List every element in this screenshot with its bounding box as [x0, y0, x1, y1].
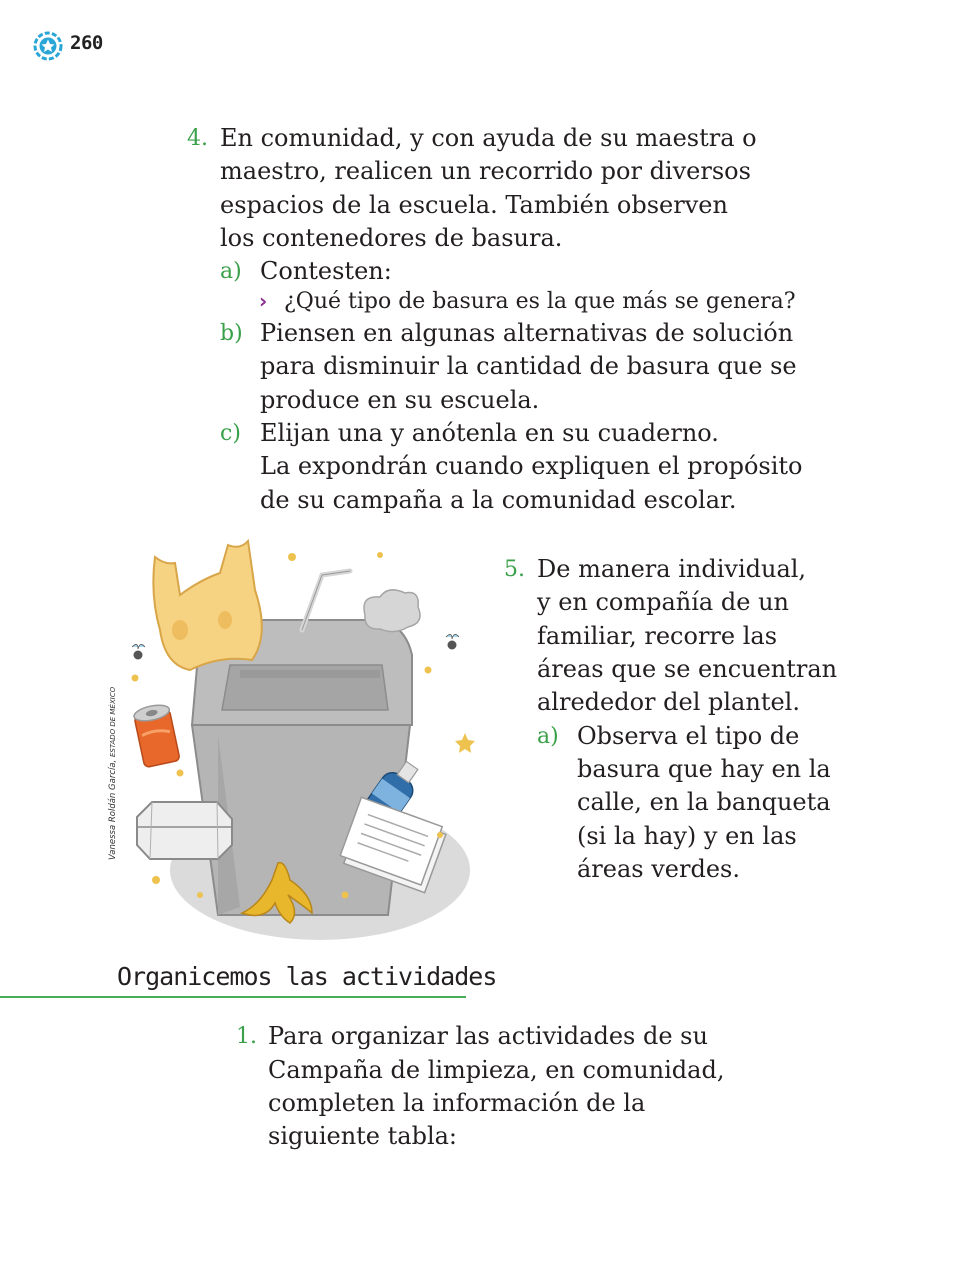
credit-name: Vanessa Roldán García, — [108, 759, 118, 860]
activity-5-item-a-text: calle, en la banqueta — [577, 788, 831, 816]
trash-bin-illustration — [120, 535, 500, 945]
activity-5-item-a-text: basura que hay en la — [577, 755, 831, 783]
activity-4-text-line: En comunidad, y con ayuda de su maestra o — [220, 124, 757, 152]
activity-4-item-c-text: La expondrán cuando expliquen el propósito — [260, 452, 803, 480]
activity-5-item-a-text: Observa el tipo de — [577, 722, 800, 750]
activity-4-text-line: maestro, realicen un recorrido por diversos — [220, 157, 751, 185]
chevron-bullet-icon: › — [259, 289, 268, 313]
credit-source: ESTADO DE MÉXICO — [109, 686, 117, 758]
page-badge-icon — [33, 31, 63, 61]
illustration-credit — [108, 660, 118, 860]
activity-5-item-a-letter: a) — [537, 724, 559, 749]
activity-5-text-line: De manera individual, — [537, 555, 807, 583]
activity-4-item-c-text: Elijan una y anótenla en su cuaderno. — [260, 419, 719, 447]
activity-4-text-line: espacios de la escuela. También observen — [220, 191, 728, 219]
section-divider — [0, 996, 466, 998]
activity-4-item-c-letter: c) — [220, 421, 241, 446]
activity-1-text-line: Para organizar las actividades de su — [268, 1022, 708, 1050]
activity-5-number: 5. — [504, 557, 525, 582]
activity-4-text-line: los contenedores de basura. — [220, 224, 563, 252]
activity-1-text-line: siguiente tabla: — [268, 1122, 458, 1150]
activity-4-item-b-text: para disminuir la cantidad de basura que se — [260, 352, 797, 380]
activity-5-text-line: familiar, recorre las — [537, 622, 778, 650]
activity-4-item-c-text: de su campaña a la comunidad escolar. — [260, 486, 737, 514]
activity-5-item-a-text: áreas verdes. — [577, 855, 740, 883]
activity-4-number: 4. — [187, 126, 208, 151]
activity-4-item-a-letter: a) — [220, 259, 242, 284]
activity-5-text-line: áreas que se encuentran — [537, 655, 838, 683]
activity-5-text-line: alrededor del plantel. — [537, 688, 800, 716]
activity-4-item-a-bullet: ¿Qué tipo de basura es la que más se genera? — [284, 289, 796, 314]
page-number: 260 — [70, 32, 103, 54]
activity-5-item-a-text: (si la hay) y en las — [577, 822, 797, 850]
section-heading: Organicemos las actividades — [117, 962, 497, 991]
activity-1-number: 1. — [236, 1024, 257, 1049]
activity-1-text-line: completen la información de la — [268, 1089, 646, 1117]
activity-4-item-b-text: produce en su escuela. — [260, 386, 540, 414]
activity-1-text-line: Campaña de limpieza, en comunidad, — [268, 1056, 725, 1084]
activity-5-text-line: y en compañía de un — [537, 588, 789, 616]
activity-4-item-b-text: Piensen en algunas alternativas de solución — [260, 319, 794, 347]
activity-4-item-b-letter: b) — [220, 321, 243, 346]
activity-4-item-a-text: Contesten: — [260, 257, 392, 285]
